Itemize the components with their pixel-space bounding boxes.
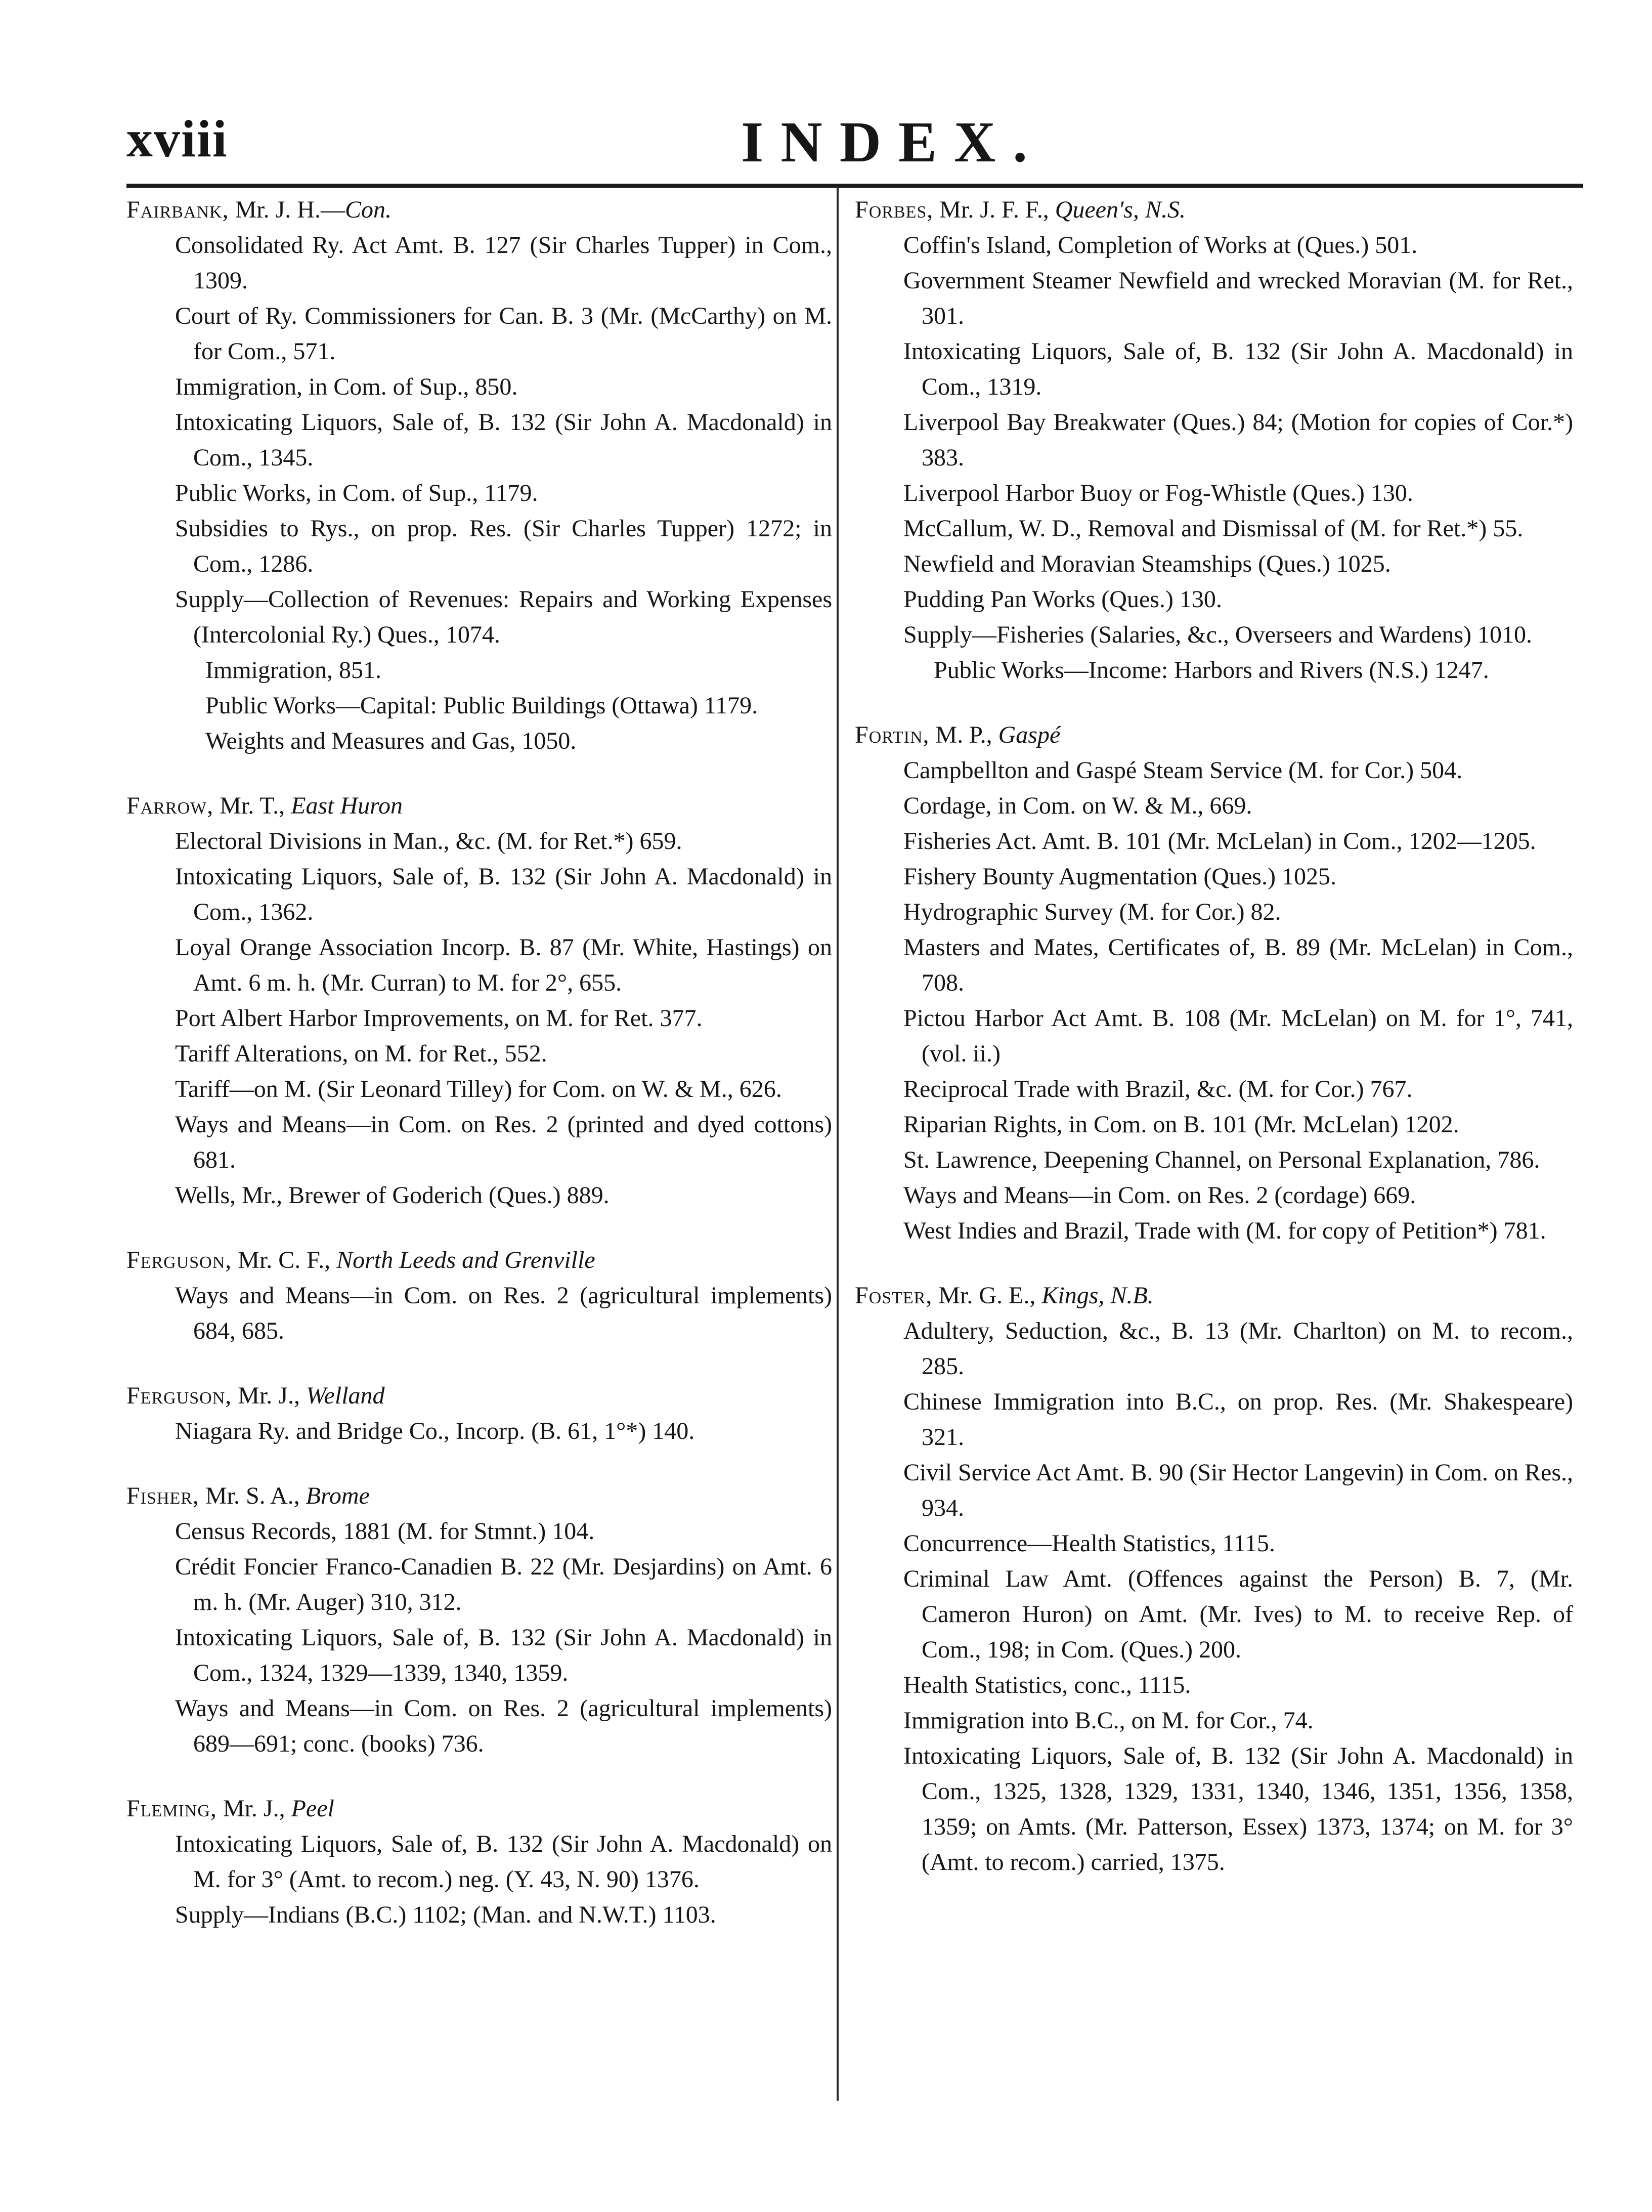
member-riding: Welland	[306, 1382, 385, 1409]
member-riding: Con.	[344, 196, 392, 223]
index-item: Public Works—Capital: Public Buildings (Ottawa) 1179.	[205, 692, 758, 719]
index-item: West Indies and Brazil, Trade with (M. for copy of Petition*) 781.	[903, 1217, 1546, 1244]
member-details: Mr. S. A.,	[199, 1482, 306, 1509]
header-rule	[126, 184, 1583, 188]
entry-heading	[126, 1243, 832, 1278]
entry-heading	[855, 192, 1573, 228]
index-item: Electoral Divisions in Man., &c. (M. for Ret.*) 659.	[175, 828, 682, 855]
left-column	[126, 192, 832, 1962]
member-surname: Ferguson,	[126, 1382, 232, 1409]
page-number: xviii	[126, 110, 228, 168]
index-item: Riparian Rights, in Com. on B. 101 (Mr. McLelan) 1202.	[903, 1111, 1459, 1138]
index-entry	[126, 1478, 832, 1762]
index-item: Fishery Bounty Augmentation (Ques.) 1025.	[903, 863, 1336, 890]
entry-heading	[855, 717, 1573, 753]
index-item: Wells, Mr., Brewer of Goderich (Ques.) 889.	[175, 1182, 610, 1209]
member-surname: Fairbank,	[126, 196, 229, 223]
index-item: Weights and Measures and Gas, 1050.	[205, 728, 577, 754]
index-item: Census Records, 1881 (M. for Stmnt.) 104.	[175, 1518, 595, 1545]
index-item: Liverpool Bay Breakwater (Ques.) 84; (Motion for copies of Cor.*) 383.	[903, 409, 1573, 471]
index-item: Crédit Foncier Franco-Canadien B. 22 (Mr. Desjardins) on Amt. 6 m. h. (Mr. Auger) 310, 312.	[175, 1553, 832, 1615]
index-item: McCallum, W. D., Removal and Dismissal of (M. for Ret.*) 55.	[903, 515, 1524, 542]
index-entry	[126, 192, 832, 759]
index-item: Intoxicating Liquors, Sale of, B. 132 (Sir John A. Macdonald) on M. for 3° (Amt. to recom.) neg. (Y. 43, N. 90) 1376.	[175, 1831, 832, 1893]
member-details: Mr. J. F. F.,	[933, 196, 1055, 223]
index-item: Tariff Alterations, on M. for Ret., 552.	[175, 1040, 547, 1067]
index-item: Intoxicating Liquors, Sale of, B. 132 (Sir John A. Macdonald) in Com., 1362.	[175, 863, 832, 925]
entry-heading	[855, 1278, 1573, 1313]
page-header	[126, 109, 1583, 185]
index-item: Intoxicating Liquors, Sale of, B. 132 (Sir John A. Macdonald) in Com., 1324, 1329—1339, 1340, 1359.	[175, 1624, 832, 1686]
member-riding: Brome	[306, 1482, 370, 1509]
index-item: Immigration, in Com. of Sup., 850.	[175, 373, 518, 400]
index-item: Port Albert Harbor Improvements, on M. for Ret. 377.	[175, 1005, 703, 1032]
index-entry	[126, 1791, 832, 1933]
index-item: Subsidies to Rys., on prop. Res. (Sir Charles Tupper) 1272; in Com., 1286.	[175, 515, 832, 577]
index-item: Fisheries Act. Amt. B. 101 (Mr. McLelan) in Com., 1202—1205.	[903, 828, 1536, 855]
right-column	[855, 192, 1573, 1909]
index-item: Masters and Mates, Certificates of, B. 89 (Mr. McLelan) in Com., 708.	[903, 934, 1573, 996]
member-riding: Gaspé	[998, 721, 1061, 748]
member-riding: East Huron	[291, 792, 403, 819]
index-item: Civil Service Act Amt. B. 90 (Sir Hector Langevin) in Com. on Res., 934.	[903, 1459, 1573, 1521]
index-item: Concurrence—Health Statistics, 1115.	[903, 1530, 1275, 1557]
index-entry	[126, 1378, 832, 1449]
index-item: Liverpool Harbor Buoy or Fog-Whistle (Ques.) 130.	[903, 480, 1413, 506]
index-item: Government Steamer Newfield and wrecked Moravian (M. for Ret., 301.	[903, 267, 1573, 329]
index-item: Cordage, in Com. on W. & M., 669.	[903, 792, 1252, 819]
index-item: Supply—Indians (B.C.) 1102; (Man. and N.W.T.) 1103.	[175, 1901, 716, 1928]
index-item: Hydrographic Survey (M. for Cor.) 82.	[903, 899, 1281, 925]
member-details: Mr. T.,	[213, 792, 291, 819]
index-entry	[855, 192, 1573, 688]
member-details: Mr. J.,	[232, 1382, 306, 1409]
index-item: Immigration, 851.	[205, 657, 381, 684]
index-entry	[855, 1278, 1573, 1880]
index-item: Court of Ry. Commissioners for Can. B. 3 (Mr. (McCarthy) on M. for Com., 571.	[175, 303, 832, 365]
member-details: Mr. J.,	[216, 1795, 291, 1822]
member-details: M. P.,	[929, 721, 998, 748]
index-item: Tariff—on M. (Sir Leonard Tilley) for Com. on W. & M., 626.	[175, 1076, 782, 1102]
index-item: Campbellton and Gaspé Steam Service (M. for Cor.) 504.	[903, 757, 1463, 784]
member-riding: Peel	[291, 1795, 334, 1822]
entry-heading	[126, 1378, 832, 1414]
member-riding: Kings, N.B.	[1041, 1282, 1154, 1309]
index-entry	[126, 788, 832, 1213]
index-item: Coffin's Island, Completion of Works at (Ques.) 501.	[903, 232, 1418, 259]
index-entry	[855, 717, 1573, 1249]
index-item: Chinese Immigration into B.C., on prop. Res. (Mr. Shakespeare) 321.	[903, 1388, 1573, 1451]
index-item: St. Lawrence, Deepening Channel, on Personal Explanation, 786.	[903, 1146, 1540, 1173]
index-item: Adultery, Seduction, &c., B. 13 (Mr. Charlton) on M. to recom., 285.	[903, 1317, 1573, 1380]
index-item: Niagara Ry. and Bridge Co., Incorp. (B. 61, 1°*) 140.	[175, 1418, 695, 1444]
index-item: Ways and Means—in Com. on Res. 2 (cordage) 669.	[903, 1182, 1416, 1209]
index-item: Supply—Fisheries (Salaries, &c., Overseers and Wardens) 1010.	[903, 621, 1532, 648]
entry-heading	[126, 1791, 832, 1826]
entry-heading	[126, 192, 832, 228]
member-details: Mr. J. H.—	[229, 196, 345, 223]
entry-heading	[126, 1478, 832, 1514]
index-item: Loyal Orange Association Incorp. B. 87 (Mr. White, Hastings) on Amt. 6 m. h. (Mr. Curran) to M. for 2°, 655.	[175, 934, 832, 996]
column-divider	[837, 188, 839, 2101]
index-item: Criminal Law Amt. (Offences against the Person) B. 7, (Mr. Cameron Huron) on Amt. (Mr. Ives) to M. to receive Rep. of Com., 198; in Com. (Ques.) 200.	[903, 1565, 1573, 1663]
index-item: Pictou Harbor Act Amt. B. 108 (Mr. McLelan) on M. for 1°, 741, (vol. ii.)	[903, 1005, 1573, 1067]
member-surname: Fisher,	[126, 1482, 199, 1509]
member-surname: Foster,	[855, 1282, 933, 1309]
index-item: Immigration into B.C., on M. for Cor., 74.	[903, 1707, 1314, 1734]
index-item: Newfield and Moravian Steamships (Ques.) 1025.	[903, 550, 1391, 577]
member-riding: Queen's, N.S.	[1055, 196, 1186, 223]
index-item: Ways and Means—in Com. on Res. 2 (printed and dyed cottons) 681.	[175, 1111, 832, 1173]
index-item: Intoxicating Liquors, Sale of, B. 132 (Sir John A. Macdonald) in Com., 1319.	[903, 338, 1573, 400]
index-item: Public Works—Income: Harbors and Rivers (N.S.) 1247.	[934, 657, 1489, 684]
index-item: Intoxicating Liquors, Sale of, B. 132 (Sir John A. Macdonald) in Com., 1345.	[175, 409, 832, 471]
index-item: Intoxicating Liquors, Sale of, B. 132 (Sir John A. Macdonald) in Com., 1325, 1328, 1329, 1331, 1340, 1346, 1351, 1356, 1358, 1359; on Amts. (Mr. Patterson, Essex) 1373, 1374; on M. for 3° (Amt. to recom.) carried, 1375.	[903, 1742, 1573, 1876]
index-item: Ways and Means—in Com. on Res. 2 (agricultural implements) 684, 685.	[175, 1282, 832, 1344]
index-item: Supply—Collection of Revenues: Repairs and Working Expenses (Intercolonial Ry.) Ques., 1074.	[175, 586, 832, 648]
member-surname: Ferguson,	[126, 1247, 232, 1273]
member-details: Mr. C. F.,	[232, 1247, 337, 1273]
member-surname: Farrow,	[126, 792, 214, 819]
member-riding: North Leeds and Grenville	[336, 1247, 595, 1273]
index-item: Public Works, in Com. of Sup., 1179.	[175, 480, 538, 506]
page-title: INDEX.	[741, 110, 1045, 174]
member-details: Mr. G. E.,	[932, 1282, 1042, 1309]
index-item: Health Statistics, conc., 1115.	[903, 1672, 1191, 1698]
index-item: Pudding Pan Works (Ques.) 130.	[903, 586, 1222, 613]
index-entry	[126, 1243, 832, 1349]
entry-heading	[126, 788, 832, 824]
index-item: Reciprocal Trade with Brazil, &c. (M. for Cor.) 767.	[903, 1076, 1413, 1102]
member-surname: Fleming,	[126, 1795, 217, 1822]
index-item: Ways and Means—in Com. on Res. 2 (agricultural implements) 689—691; conc. (books) 736.	[175, 1695, 832, 1757]
index-item: Consolidated Ry. Act Amt. B. 127 (Sir Charles Tupper) in Com., 1309.	[175, 232, 832, 294]
member-surname: Forbes,	[855, 196, 934, 223]
member-surname: Fortin,	[855, 721, 930, 748]
